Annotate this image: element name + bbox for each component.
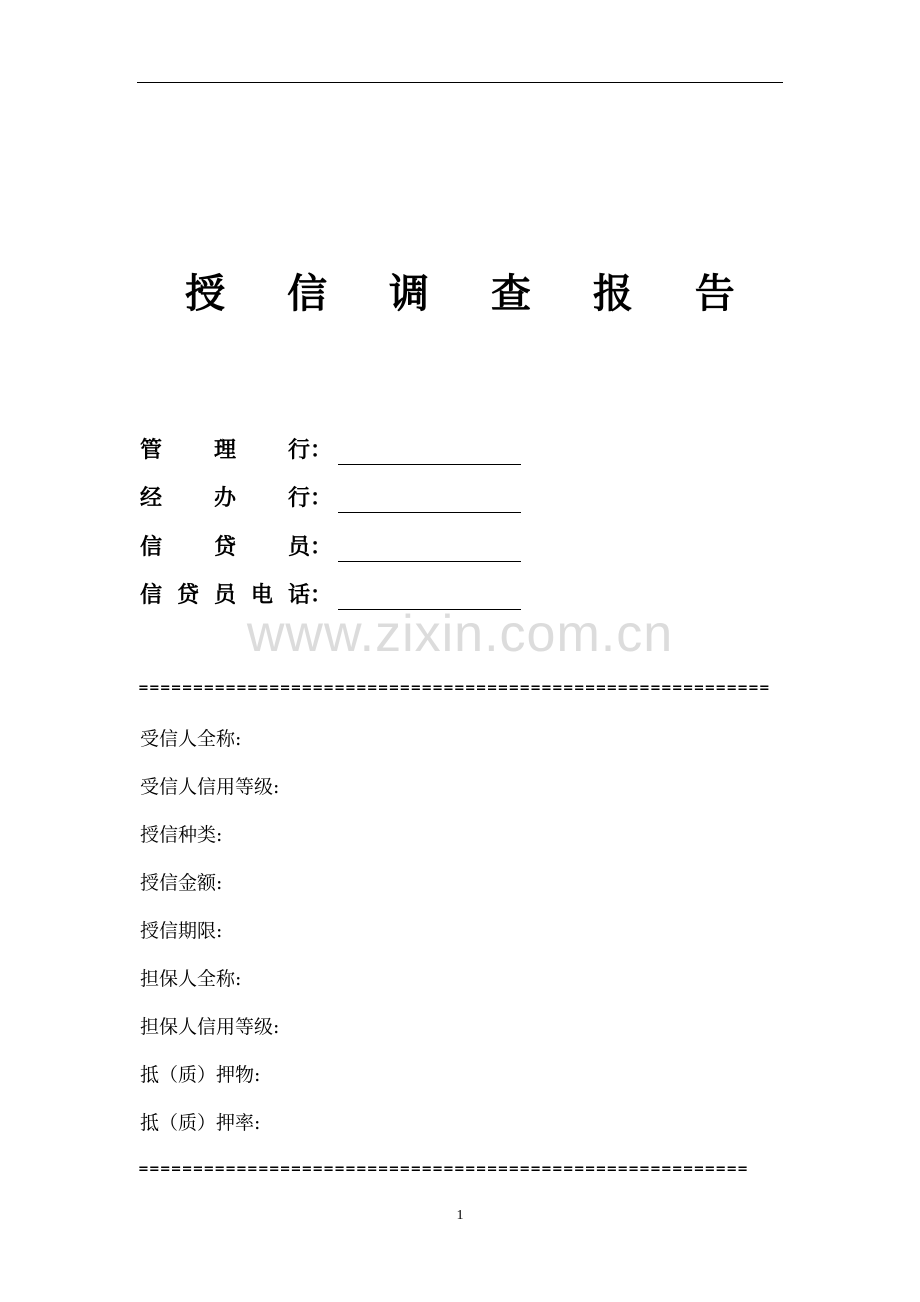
separator-line: ======================================================== bbox=[138, 1162, 748, 1177]
form-label bbox=[140, 533, 333, 563]
field-credit-term: 授信期限: bbox=[140, 920, 223, 942]
field-guarantor-name: 担保人全称: bbox=[140, 968, 242, 990]
label-char: 贷 bbox=[214, 535, 237, 560]
watermark: www.zixin.com.cn bbox=[246, 605, 674, 663]
document-title: 授 信 调 查 报 告 bbox=[185, 271, 759, 317]
page-number: 1 bbox=[456, 1208, 464, 1223]
managing-branch-field[interactable] bbox=[338, 440, 521, 465]
label-char: 信 bbox=[140, 583, 163, 608]
field-credit-amount: 授信金额: bbox=[140, 872, 223, 894]
loan-officer-field[interactable] bbox=[338, 537, 521, 562]
field-credit-type: 授信种类: bbox=[140, 824, 223, 846]
label-char: 话： bbox=[288, 583, 333, 608]
form-label bbox=[140, 436, 333, 466]
label-char: 员 bbox=[214, 583, 237, 608]
field-borrower-name: 受信人全称: bbox=[140, 728, 242, 750]
label-char: 信 bbox=[140, 535, 163, 560]
form-label bbox=[140, 484, 333, 514]
label-char: 行： bbox=[288, 438, 333, 463]
handling-branch-field[interactable] bbox=[338, 488, 521, 513]
field-collateral-ratio: 抵（质）押率: bbox=[140, 1112, 261, 1134]
label-char: 行： bbox=[288, 486, 333, 511]
label-char: 理 bbox=[214, 438, 237, 463]
label-char: 电 bbox=[251, 583, 274, 608]
label-char: 经 bbox=[140, 486, 163, 511]
field-collateral: 抵（质）押物: bbox=[140, 1064, 261, 1086]
header-rule bbox=[137, 82, 783, 83]
label-char: 员： bbox=[288, 535, 333, 560]
field-borrower-credit-rating: 受信人信用等级: bbox=[140, 776, 280, 798]
label-char: 贷 bbox=[177, 583, 200, 608]
label-char: 管 bbox=[140, 438, 163, 463]
label-char: 办 bbox=[214, 486, 237, 511]
field-guarantor-credit-rating: 担保人信用等级: bbox=[140, 1016, 280, 1038]
separator-line: ========================================================== bbox=[138, 681, 770, 696]
